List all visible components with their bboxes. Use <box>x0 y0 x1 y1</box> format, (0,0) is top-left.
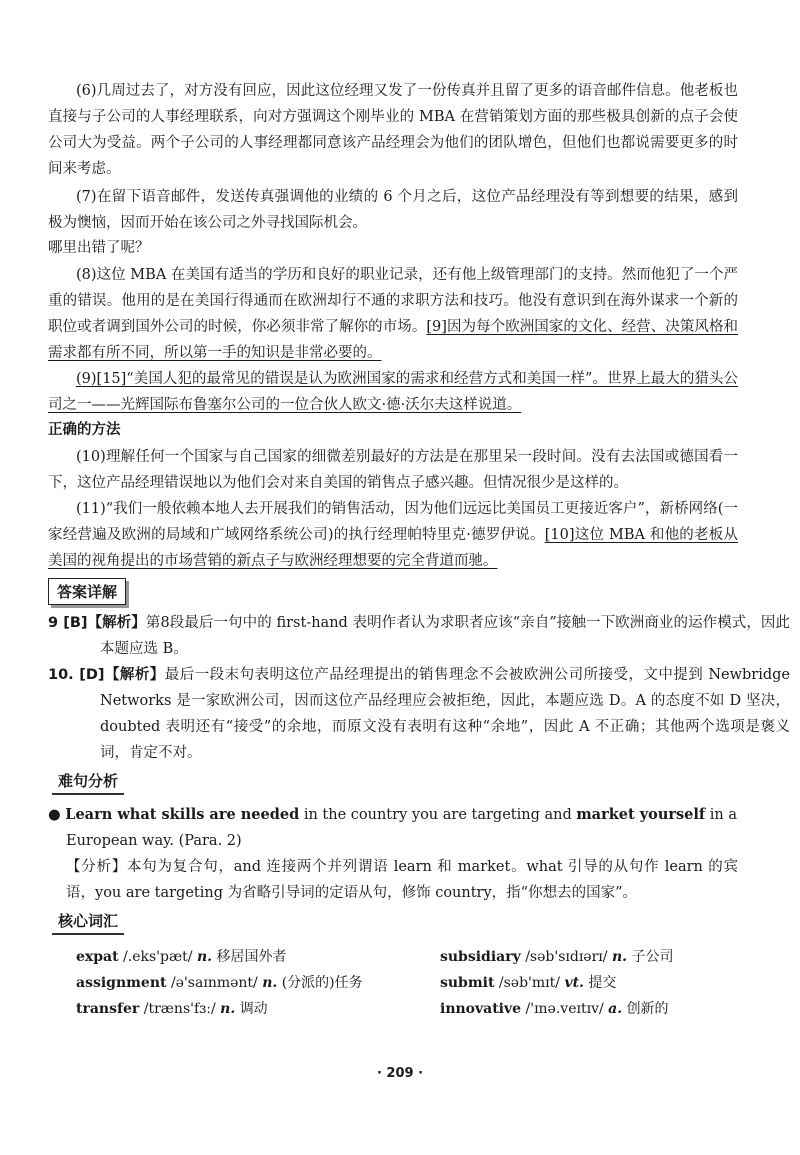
vocab-item: subsidiary /səb'sɪdɪərɪ/ n. 子公司 <box>440 949 674 965</box>
vocab-item: transfer /træns'fɜː/ n. 调动 <box>76 1001 268 1017</box>
vocab-section-title: 核心词汇 <box>52 910 124 935</box>
vocab-item: assignment /ə'saɪnmənt/ n. (分派的)任务 <box>76 975 363 991</box>
sentence-part-1: Learn <box>65 806 118 823</box>
paragraph-8-marked: [9]因为每个欧洲国家的文化、经营、决策风格和需求都有所不同，所以第一手的知识是非常必要的。 <box>48 319 738 361</box>
paragraph-7: (7)在留下语音邮件，发送传真强调他的业绩的 6 个月之后，这位产品经理没有等到想要的结果，感到极为懊恼，因而开始在该公司之外寻找国际机会。 <box>48 189 738 231</box>
paragraph-9-marked: (9)[15]“美国人犯的最常见的错误是认为欧洲国家的需求和经营方式和美国一样”。世界上最大的猎头公司之一——光辉国际布鲁塞尔公司的一位合伙人欧文·德·沃尔夫这样说道。 <box>48 371 738 413</box>
vocab-item: expat /.eks'pæt/ n. 移居国外者 <box>76 949 287 965</box>
sentence-part-4: market yourself <box>576 806 706 823</box>
paragraph-6: (6)几周过去了，对方没有回应，因此这位经理又发了一份传真并且留了更多的语音邮件信息。他老板也直接与子公司的人事经理联系，向对方强调这个刚毕业的 MBA 在营销策划方面的那些极具创新的点子会使公司大为受益。两个子公司的人事经理都同意该产品经理会为他们的团队增色，但他们也都说需要更多的时间来考虑。 <box>48 83 738 177</box>
answer-9-label: 9 [B]【解析】 <box>48 615 146 631</box>
question-heading: 哪里出错了呢？ <box>48 240 150 256</box>
page-number: · 209 · <box>376 1066 424 1081</box>
vocab-item: submit /səb'mɪt/ vt. 提交 <box>440 975 617 991</box>
answer-10-text: 最后一段末句表明这位产品经理提出的销售理念不会被欧洲公司所接受，文中提到 Newbridge Networks 是一家欧洲公司，因而这位产品经理应会被拒绝，因此，本题应选 D。A 的态度不如 D 坚决，doubted 表明还有“接受”的余地，而原文没有表明有这种“余地”，因此 A 不正确；其他两个选项是褒义词，肯定不对。 <box>100 667 790 761</box>
answer-9 <box>48 610 790 662</box>
paragraph-11-marked: [10]这位 MBA 和他的老板从美国的视角提出的市场营销的新点子与欧洲经理想要的完全背道而驰。 <box>48 527 738 569</box>
sentence-part-3: in the country you are targeting and <box>299 807 577 823</box>
correct-method-heading: 正确的方法 <box>48 422 121 438</box>
paragraph-11-text: (11)“我们一般依赖本地人去开展我们的销售活动，因为他们远远比美国员工更接近客户”，新桥网络(一家经营遍及欧洲的局域和广域网络系统公司)的执行经理帕特里克·德罗伊说。 <box>48 501 738 543</box>
paragraph-10: (10)理解任何一个国家与自己国家的细微差别最好的方法是在那里呆一段时间。没有去法国或德国看一下，这位产品经理错误地以为他们会对来自美国的销售点子感兴趣。但情况很少是这样的。 <box>48 449 738 491</box>
sentence-part-2: what skills are needed <box>117 806 300 823</box>
paragraph-9 <box>48 366 738 418</box>
paragraph-8-text: (8)这位 MBA 在美国有适当的学历和良好的职业记录，还有他上级管理部门的支持。然而他犯了一个严重的错误。他用的是在美国行得通而在欧洲却行不通的求职方法和技巧。他没有意识到在海外谋求一个新的职位或者调到国外公司的时候，你必须非常了解你的市场。 <box>48 267 738 335</box>
answers-section-title: 答案详解 <box>48 578 126 605</box>
paragraph-11 <box>48 496 738 574</box>
bullet: ● <box>48 807 66 823</box>
difficult-sentence <box>48 802 756 854</box>
vocab-item: innovative /'ɪnə.veɪtɪv/ a. 创新的 <box>440 1001 669 1017</box>
paragraph-8 <box>48 262 738 366</box>
answer-10-label: 10. [D]【解析】 <box>48 667 165 683</box>
difficult-sentence-title: 难句分析 <box>52 770 124 795</box>
answer-9-text: 第8段最后一句中的 first-hand 表明作者认为求职者应该“亲自”接触一下欧洲商业的运作模式，因此本题应选 B。 <box>100 615 791 657</box>
answer-10 <box>48 662 790 766</box>
sentence-part-5: in a European way. (Para. 2) <box>66 807 737 849</box>
sentence-analysis: 【分析】本句为复合句，and 连接两个并列谓语 learn 和 market。what 引导的从句作 learn 的宾语，you are targeting 为省略引导词的定语从句，修饰 country，指“你想去的国家”。 <box>66 859 738 901</box>
